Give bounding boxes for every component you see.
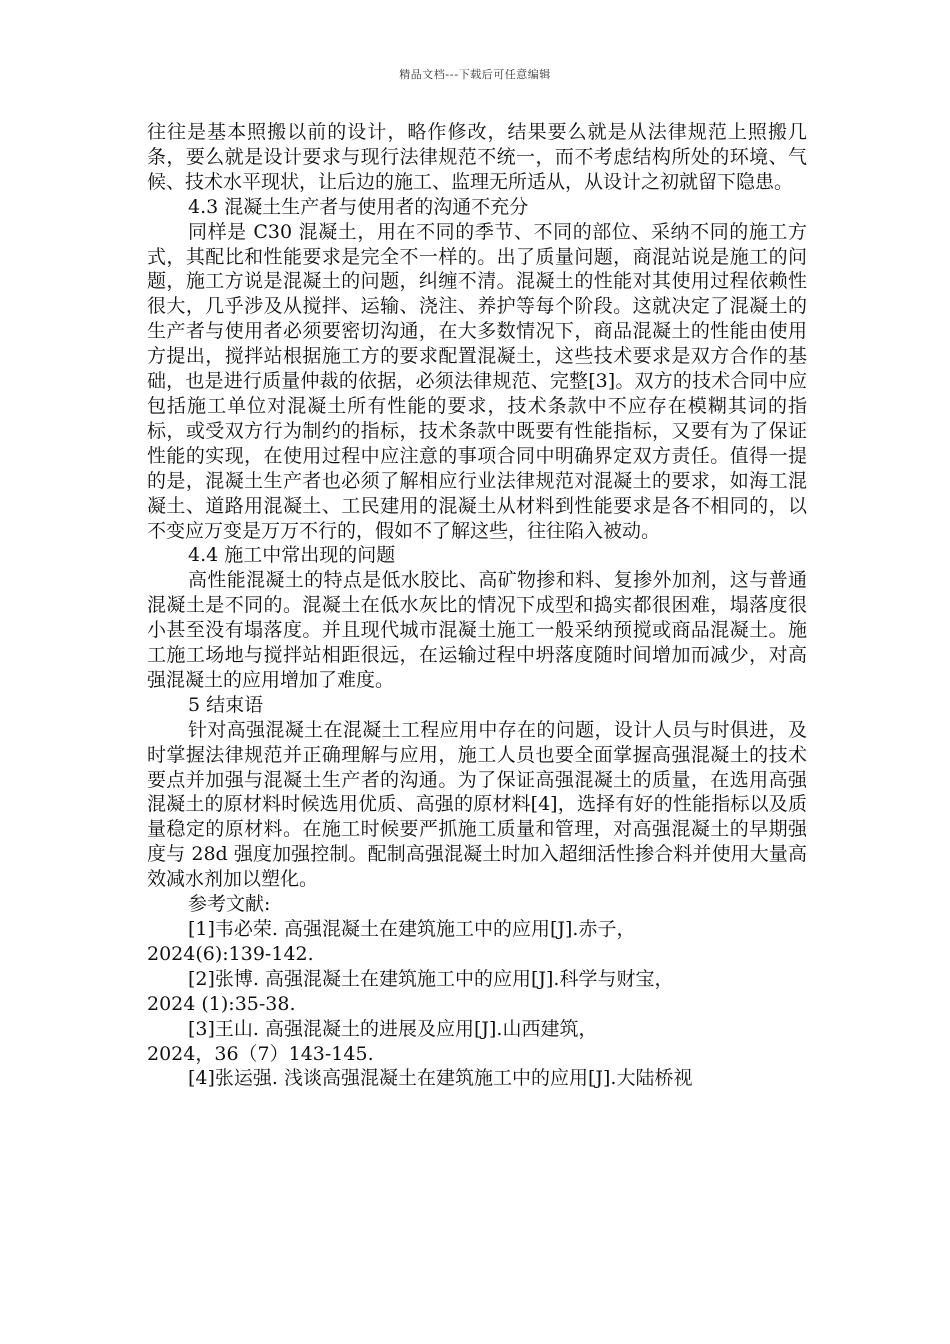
paragraph-intro: 往往是基本照搬以前的设计，略作修改，结果要么就是从法律规范上照搬几条，要么就是设计要求与现行法律规范不统一，而不考虑结构所处的环境、气候、技术水平现状，让后边的施工、监理无所适从，从设计之初就留下隐患。 <box>147 121 807 193</box>
reference-line: [2]张博. 高强混凝土在建筑施工中的应用[J].科学与财宝， <box>188 967 674 990</box>
reference-line: [1]韦必荣. 高强混凝土在建筑施工中的应用[J].赤子， <box>188 918 636 940</box>
section-heading-4-4: 4.4 施工中常出现的问题 <box>188 544 396 567</box>
paragraph-4-4: 高性能混凝土的特点是低水胶比、高矿物掺和料、复掺外加剂，这与普通混凝土是不同的。混凝土在低水灰比的情况下成型和捣实都很困难，塌落度很小甚至没有塌落度。并且现代城市混凝土施工一般采纳预搅或商品混凝土。施工施工场地与搅拌站相距很远，在运输过程中坍落度随时间增加而减少，对高强混凝土的应用增加了难度。 <box>147 569 807 691</box>
reference-line: 2024(6):139-142. <box>147 942 314 965</box>
reference-line: 2024，36（7）143-145. <box>147 1042 374 1065</box>
paragraph-5: 针对高强混凝土在混凝土工程应用中存在的问题，设计人员与时俱进，及时掌握法律规范并正确理解与应用，施工人员也要全面掌握高强混凝土的技术要点并加强与混凝土生产者的沟通。为了保证高强混凝土的质量，在选用高强混凝土的原材料时候选用优质、高强的原材料[4]，选择有好的性能指标以及质量稳定的原材料。在施工时候要严抓施工质量和管理，对高强混凝土的早期强度与 28d 强度加强控制。配制高强混凝土时加入超细活性掺合料并使用大量高效减水剂加以塑化。 <box>147 718 807 891</box>
paragraph-4-3: 同样是 C30 混凝土，用在不同的季节、不同的部位、采纳不同的施工方式，其配比和性能要求是完全不一样的。出了质量问题，商混站说是施工的问题，施工方说是混凝土的问题，纠缠不清。混凝土的性能对其使用过程依赖性很大，几乎涉及从搅拌、运输、浇注、养护等每个阶段。这就决定了混凝土的生产者与使用者必须要密切沟通，在大多数情况下，商品混凝土的性能由使用方提出，搅拌站根据施工方的要求配置混凝土，这些技术要求是双方合作的基础，也是进行质量仲裁的依据，必须法律规范、完整[3]。双方的技术合同中应包括施工单位对混凝土所有性能的要求，技术条款中不应存在模糊其词的指标，或受双方行为制约的指标，技术条款中既要有性能指标，又要有为了保证性能的实现，在使用过程中应注意的事项合同中明确界定双方责任。值得一提的是，混凝土生产者也必须了解相应行业法律规范对混凝土的要求，如海工混凝土、道路用混凝土、工民建用的混凝土从材料到性能要求是各不相同的，以不变应万变是万万不行的，假如不了解这些，往往陷入被动。 <box>147 220 807 542</box>
reference-item <box>147 917 807 967</box>
document-body <box>147 120 807 1091</box>
reference-item <box>147 1066 807 1091</box>
page-header: 精品文档---下载后可任意编辑 <box>399 68 551 81</box>
reference-line: [4]张运强. 浅谈高强混凝土在建筑施工中的应用[J].大陆桥视 <box>188 1067 693 1090</box>
reference-item <box>147 1017 807 1067</box>
section-heading-5: 5 结束语 <box>188 693 264 716</box>
section-heading-4-3: 4.3 混凝土生产者与使用者的沟通不充分 <box>188 195 529 218</box>
reference-line: [3]王山. 高强混凝土的进展及应用[J].山西建筑， <box>188 1017 598 1040</box>
reference-line: 2024 (1):35-38. <box>147 992 296 1015</box>
references-title: 参考文献: <box>188 893 271 916</box>
reference-item <box>147 967 807 1017</box>
